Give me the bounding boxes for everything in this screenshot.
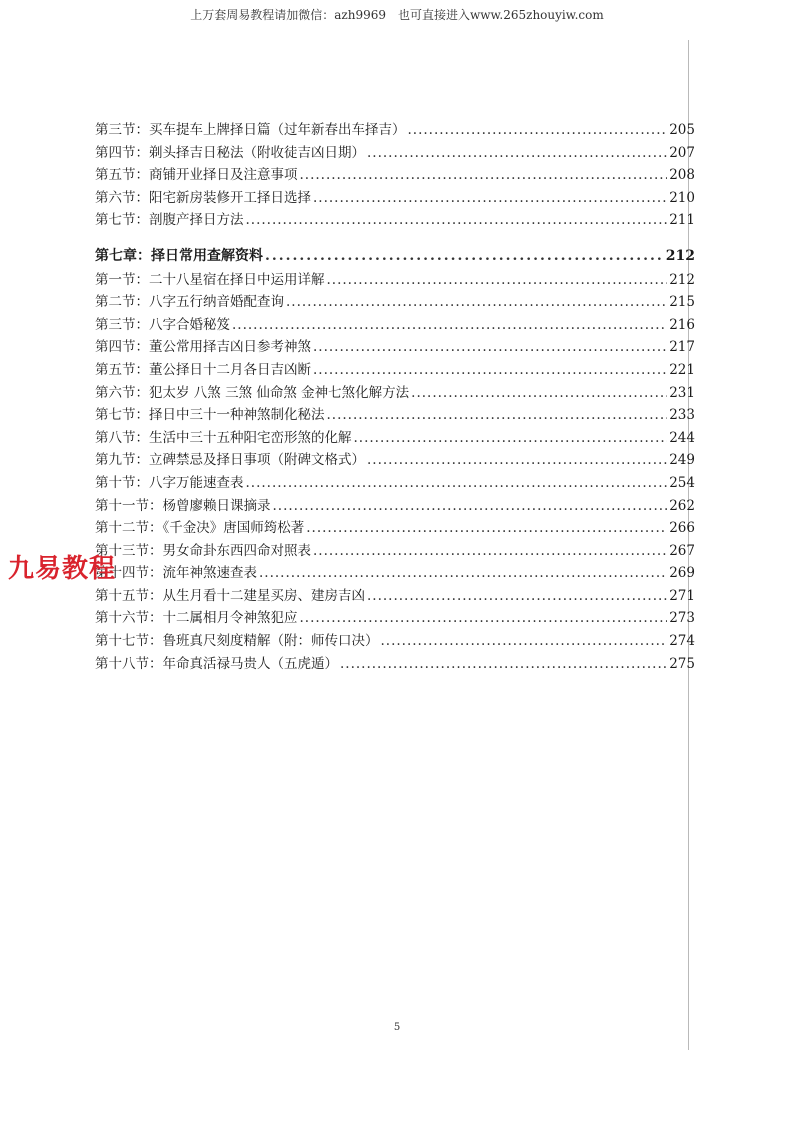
entry-page: 271 xyxy=(669,587,695,604)
leader-dots xyxy=(354,430,668,446)
leader-dots xyxy=(411,385,667,401)
leader-dots xyxy=(408,122,668,138)
entry-title: 第十六节：十二属相月令神煞犯应 xyxy=(95,610,298,627)
toc-entry[interactable] xyxy=(95,381,695,404)
toc-entry[interactable] xyxy=(95,652,695,675)
entry-title: 第六节：犯太岁 八煞 三煞 仙命煞 金神七煞化解方法 xyxy=(95,384,410,401)
entry-title: 第十四节：流年神煞速查表 xyxy=(95,565,257,582)
page-header: 上万套周易教程请加微信：azh9969 也可直接进入www.265zhouyiw.com xyxy=(190,8,604,22)
leader-dots xyxy=(327,407,668,423)
entry-page: 231 xyxy=(669,384,695,401)
toc-entry[interactable] xyxy=(95,561,695,584)
entry-page: 266 xyxy=(669,520,695,537)
entry-page: 244 xyxy=(669,429,695,446)
entry-page: 212 xyxy=(669,271,695,288)
entry-page: 221 xyxy=(669,361,695,378)
leader-dots xyxy=(367,452,667,468)
toc-entry[interactable] xyxy=(95,118,695,141)
entry-page: 267 xyxy=(669,542,695,559)
entry-title: 第十节：八字万能速查表 xyxy=(95,474,244,491)
entry-page: 262 xyxy=(669,497,695,514)
entry-page: 254 xyxy=(669,474,695,491)
entry-page: 275 xyxy=(669,655,695,672)
toc-entry[interactable] xyxy=(95,268,695,291)
toc-entry[interactable] xyxy=(95,141,695,164)
leader-dots xyxy=(306,520,667,536)
toc-entry[interactable] xyxy=(95,584,695,607)
entry-page: 274 xyxy=(669,633,695,650)
toc-entry[interactable] xyxy=(95,358,695,381)
toc-group-before xyxy=(95,118,695,231)
toc-entry[interactable] xyxy=(95,426,695,449)
leader-dots xyxy=(340,656,667,672)
watermark-text: 九易教程 xyxy=(8,554,117,584)
entry-title: 第十七节：鲁班真尺刻度精解（附：师传口决） xyxy=(95,633,379,650)
toc-entry[interactable] xyxy=(95,629,695,652)
toc-entry[interactable] xyxy=(95,606,695,629)
leader-dots xyxy=(367,588,667,604)
entry-title: 第三节：八字合婚秘笈 xyxy=(95,316,230,333)
entry-page: 215 xyxy=(669,294,695,311)
table-of-contents xyxy=(95,118,695,674)
leader-dots xyxy=(367,145,667,161)
leader-dots xyxy=(286,294,667,310)
entry-title: 第七节：择日中三十一种神煞制化秘法 xyxy=(95,407,325,424)
toc-entry[interactable] xyxy=(95,494,695,517)
entry-page: 217 xyxy=(669,339,695,356)
entry-title: 第四节：董公常用择吉凶日参考神煞 xyxy=(95,339,311,356)
leader-dots xyxy=(232,317,667,333)
entry-page: 233 xyxy=(669,407,695,424)
leader-dots xyxy=(300,610,668,626)
entry-title: 第八节：生活中三十五种阳宅峦形煞的化解 xyxy=(95,429,352,446)
leader-dots xyxy=(259,565,667,581)
entry-title: 第七节：剖腹产择日方法 xyxy=(95,212,244,229)
toc-entry[interactable] xyxy=(95,448,695,471)
leader-dots xyxy=(381,633,668,649)
chapter-title: 第七章：择日常用查解资料 xyxy=(95,247,263,264)
leader-dots xyxy=(273,498,668,514)
entry-title: 第三节：买车提车上牌择日篇（过年新春出车择吉） xyxy=(95,122,406,138)
entry-page: 207 xyxy=(669,144,695,161)
entry-title: 第五节：商铺开业择日及注意事项 xyxy=(95,167,298,184)
toc-entry[interactable] xyxy=(95,208,695,231)
entry-title: 第二节：八字五行纳音婚配查询 xyxy=(95,294,284,311)
entry-page: 205 xyxy=(669,122,695,138)
toc-entry[interactable] xyxy=(95,163,695,186)
leader-dots xyxy=(313,339,667,355)
entry-page: 211 xyxy=(669,212,695,229)
toc-entry[interactable] xyxy=(95,335,695,358)
entry-title: 第九节：立碑禁忌及择日事项（附碑文格式） xyxy=(95,452,365,469)
entry-title: 第五节：董公择日十二月各日吉凶断 xyxy=(95,361,311,378)
leader-dots xyxy=(313,362,667,378)
toc-chapter[interactable] xyxy=(95,245,695,268)
entry-title: 第十五节：从生月看十二建星买房、建房吉凶 xyxy=(95,587,365,604)
toc-entry[interactable] xyxy=(95,516,695,539)
leader-dots xyxy=(246,475,668,491)
toc-entry[interactable] xyxy=(95,186,695,209)
toc-entry[interactable] xyxy=(95,403,695,426)
toc-entry[interactable] xyxy=(95,471,695,494)
leader-dots xyxy=(246,212,668,228)
entry-title: 第一节：二十八星宿在择日中运用详解 xyxy=(95,271,325,288)
toc-entry[interactable] xyxy=(95,313,695,336)
toc-entry[interactable] xyxy=(95,290,695,313)
leader-dots xyxy=(265,248,664,264)
entry-page: 208 xyxy=(669,167,695,184)
leader-dots xyxy=(300,167,668,183)
entry-page: 249 xyxy=(669,452,695,469)
leader-dots xyxy=(313,190,667,206)
entry-title: 第十八节：年命真活禄马贵人（五虎遁） xyxy=(95,655,338,672)
leader-dots xyxy=(327,272,668,288)
entry-title: 第四节：剃头择吉日秘法（附收徒吉凶日期） xyxy=(95,144,365,161)
entry-title: 第十二节：《千金决》唐国师筠松著 xyxy=(95,520,305,537)
entry-title: 第六节：阳宅新房装修开工择日选择 xyxy=(95,189,311,206)
entry-page: 273 xyxy=(669,610,695,627)
leader-dots xyxy=(313,543,667,559)
entry-title: 第十三节：男女命卦东西四命对照表 xyxy=(95,542,311,559)
page-number: 5 xyxy=(393,1022,401,1033)
entry-page: 269 xyxy=(669,565,695,582)
toc-group-after xyxy=(95,268,695,675)
entry-page: 210 xyxy=(669,189,695,206)
entry-page: 216 xyxy=(669,316,695,333)
toc-entry[interactable] xyxy=(95,539,695,562)
entry-title: 第十一节：杨曾廖赖日课摘录 xyxy=(95,497,271,514)
chapter-page: 212 xyxy=(665,247,695,264)
